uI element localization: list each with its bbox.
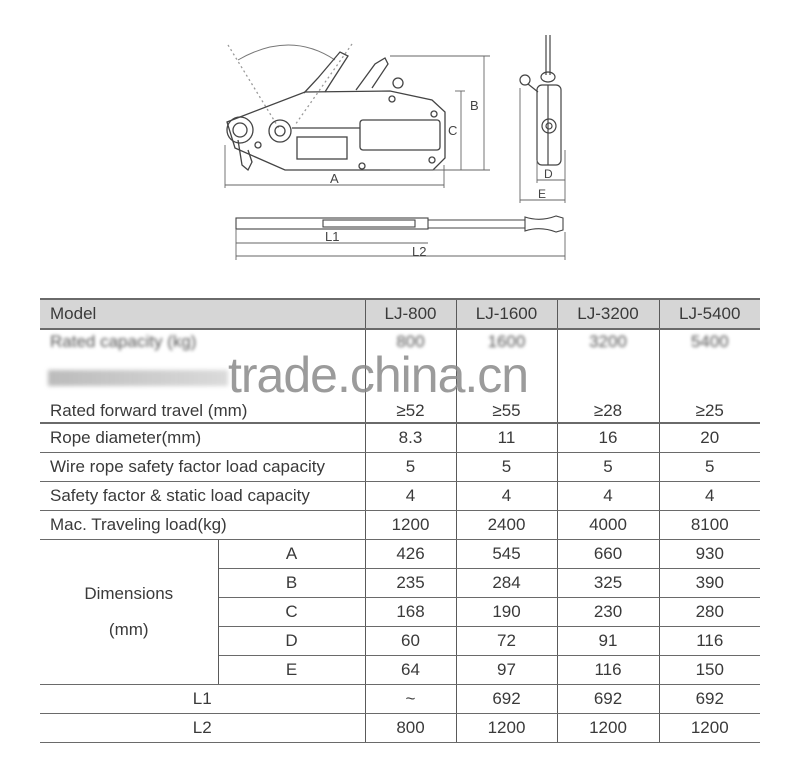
table-row	[40, 511, 760, 540]
header-model: LJ-800	[365, 299, 456, 329]
row-label: Wire rope safety factor load capacity	[40, 453, 365, 482]
row-label: Mac. Traveling load(kg)	[40, 511, 365, 540]
header-model: LJ-1600	[456, 299, 557, 329]
cell-value: 545	[456, 540, 557, 569]
row-label: Safety factor & static load capacity	[40, 482, 365, 511]
cell-value: 20	[659, 423, 760, 453]
dimension-label-l1: L1	[325, 229, 340, 244]
cell-value: 426	[365, 540, 456, 569]
dimensions-label: Dimensions	[84, 584, 174, 603]
specification-table	[40, 298, 760, 743]
cell-value: 116	[659, 627, 760, 656]
cell-value: 390	[659, 569, 760, 598]
cell-value: 4	[456, 482, 557, 511]
dimension-label-a: A	[330, 171, 339, 186]
dimension-label-d: D	[544, 167, 553, 181]
table-header-row	[40, 299, 760, 329]
row-label: Rope diameter(mm)	[40, 423, 365, 453]
header-model: LJ-5400	[659, 299, 760, 329]
header-model-label: Model	[40, 299, 365, 329]
table-row	[40, 399, 760, 423]
table-row-length	[40, 714, 760, 743]
length-key: L2	[40, 714, 365, 743]
cell-value: 230	[557, 598, 659, 627]
cell-value: 692	[456, 685, 557, 714]
cell-value: 168	[365, 598, 456, 627]
cell-value: ≥52	[365, 399, 456, 423]
cell-value: 72	[456, 627, 557, 656]
cell-value: 1200	[659, 714, 760, 743]
cell-value: 4	[659, 482, 760, 511]
cell-value: 91	[557, 627, 659, 656]
dimension-key: C	[218, 598, 365, 627]
table-row-length	[40, 685, 760, 714]
dimension-key: B	[218, 569, 365, 598]
header-model: LJ-3200	[557, 299, 659, 329]
dimension-key: E	[218, 656, 365, 685]
cell-value: 5	[456, 453, 557, 482]
cell-value: 1200	[365, 511, 456, 540]
cell-value: 660	[557, 540, 659, 569]
cell-value: 1200	[557, 714, 659, 743]
cell-value: 8.3	[365, 423, 456, 453]
cell-value: 800	[365, 714, 456, 743]
table-row-dimension	[40, 540, 760, 569]
cell-value: 930	[659, 540, 760, 569]
cell-value: 5	[659, 453, 760, 482]
table-row	[40, 482, 760, 511]
cell-value: 5	[557, 453, 659, 482]
cell-value: 3200	[557, 329, 659, 353]
wire-rope-hoist-diagram	[0, 0, 800, 280]
cell-value: 190	[456, 598, 557, 627]
row-label: Rated forward travel (mm)	[40, 399, 365, 423]
cell-value: ≥25	[659, 399, 760, 423]
cell-value: 235	[365, 569, 456, 598]
table-row	[40, 423, 760, 453]
cell-value: 1600	[456, 329, 557, 353]
cell-value: 1200	[456, 714, 557, 743]
dimension-label-l2: L2	[412, 244, 427, 259]
dimension-label-e: E	[538, 187, 547, 201]
cell-value: 284	[456, 569, 557, 598]
cell-value: 4	[557, 482, 659, 511]
cell-value: 4	[365, 482, 456, 511]
length-key: L1	[40, 685, 365, 714]
cell-value: 692	[659, 685, 760, 714]
watermark-smear	[48, 370, 228, 386]
dimensions-unit: (mm)	[108, 620, 149, 639]
dimension-key: D	[218, 627, 365, 656]
cell-value: 150	[659, 656, 760, 685]
cell-value: 64	[365, 656, 456, 685]
cell-value: 60	[365, 627, 456, 656]
table-row	[40, 453, 760, 482]
table-row	[40, 329, 760, 353]
dimension-label-c: C	[448, 123, 458, 138]
cell-value: ~	[365, 685, 456, 714]
cell-value: ≥55	[456, 399, 557, 423]
cell-value: 280	[659, 598, 760, 627]
cell-value: 97	[456, 656, 557, 685]
cell-value: 800	[365, 329, 456, 353]
cell-value: 2400	[456, 511, 557, 540]
cell-value: 4000	[557, 511, 659, 540]
dimension-key: A	[218, 540, 365, 569]
cell-value: 8100	[659, 511, 760, 540]
cell-value: 11	[456, 423, 557, 453]
cell-value: 325	[557, 569, 659, 598]
cell-value: 116	[557, 656, 659, 685]
cell-value: 5	[365, 453, 456, 482]
watermark: trade.china.cn	[228, 347, 529, 403]
cell-value: 5400	[690, 331, 729, 351]
dimension-label-b: B	[470, 98, 479, 113]
cell-value: 16	[557, 423, 659, 453]
cell-value: ≥28	[557, 399, 659, 423]
hoist-body	[227, 91, 445, 170]
dimensions-group-label	[40, 540, 218, 685]
row-label: Rated capacity (kg)	[40, 329, 365, 353]
cell-value: 692	[557, 685, 659, 714]
